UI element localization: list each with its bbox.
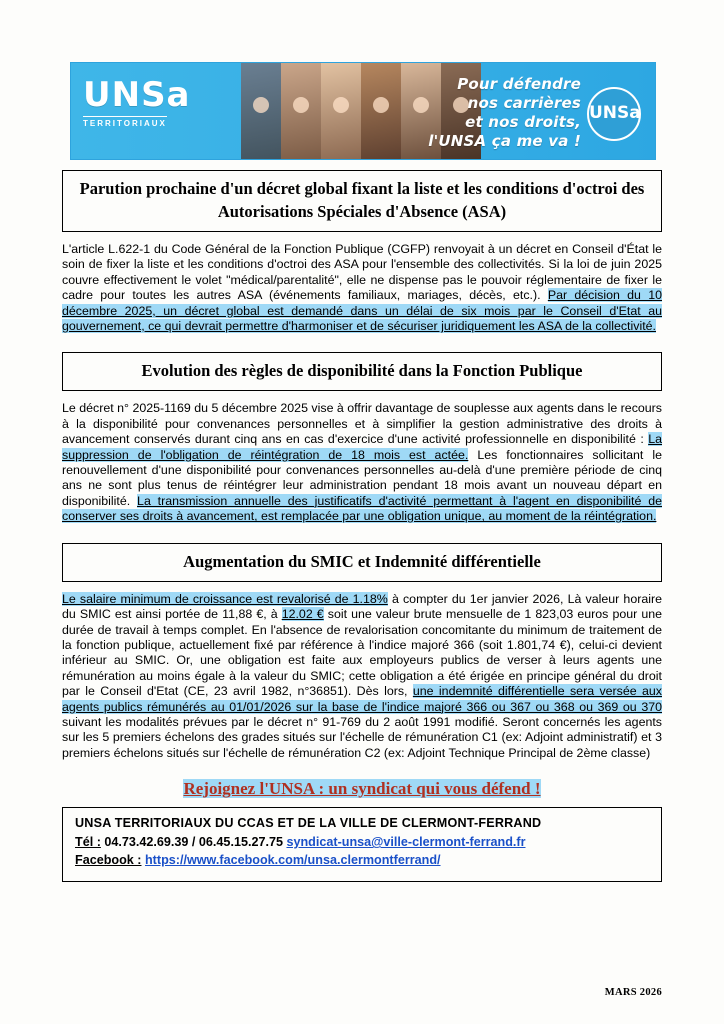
contact-box (62, 807, 662, 882)
highlighted-text: une indemnité différentielle sera versée aux agents publics rémunérés au 01/01/2026 sur la base de l'indice majoré 366 ou 367 ou 368 ou 369 ou 370 (62, 684, 662, 714)
highlighted-text: Le salaire minimum de croissance est revalorisé de 1.18% (62, 591, 388, 606)
section-title: Augmentation du SMIC et Indemnité différentielle (62, 543, 662, 582)
plain-text: soit une valeur brute mensuelle de 1 823,03 euros pour une durée de travail à temps complet. En l'absence de revalorisation concomitante du minimum de traitement de la fonction publique, actuellement fixé par référence à l'indice majoré 366 (soit 1.801,74 €), celui-ci devient inférieur au SMIC. Or, une obligation est faite aux employeurs publics de verser à leurs agents une rémunération au moins égale à la valeur du SMIC; cette obligation a été érigée en principe général du droit par le Conseil d'Etat (CE, 23 avril 1982, n°36851). Dès lors, (62, 607, 662, 699)
plain-text: Les fonctionnaires sollicitant le renouvellement d'une disponibilité pour convenances personnelles au-delà d'une première période de cinq ans ne sont plus tenus de réintégrer leur administration pendant 18 mois avant un nouveau départ en disponibilité. (62, 447, 663, 508)
banner-photo (281, 63, 321, 159)
contact-organisation: UNSA TERRITORIAUX DU CCAS ET DE LA VILLE DE CLERMONT-FERRAND (75, 816, 542, 831)
phone-label: Tél : (75, 835, 101, 850)
highlighted-text: La suppression de l'obligation de réintégration de 18 mois est actée. (62, 432, 662, 462)
slogan-line-1: Pour défendre (457, 75, 581, 93)
plain-text: à compter du 1er janvier 2026, Là valeur horaire du SMIC est ainsi portée de 11,88 €, à (62, 591, 662, 622)
highlighted-text: Par décision du 10 décembre 2025, un décret global est demandé dans un délai de six mois par le Conseil d'Etat au gouvernement, ce qui devrait permettre d'harmoniser et de sécuriser juridiquement les ASA de la collectivité. (62, 288, 662, 334)
contact-phone-line (75, 835, 651, 849)
contact-facebook-line (75, 853, 651, 867)
plain-text: suivant les modalités prévues par le décret n° 91-769 du 2 août 1991 modifié. Seront concernés les agents sur les 5 premiers échelons des grades situés sur l'échelle de rémunération C1 (ex: Adjoint administratif) et 3 premiers échelons situés sur l'échelle de rémunération C2 (ex: Adjoint Technique Principal de 2ème classe) (62, 714, 662, 760)
slogan-line-4: l'UNSA ça me va ! (428, 132, 581, 150)
person-icon (333, 97, 349, 113)
unsa-logo-text: UNSa (83, 75, 191, 115)
header-banner (70, 62, 656, 160)
section-paragraph (62, 242, 662, 334)
section-paragraph (62, 401, 662, 524)
slogan-line-2: nos carrières (467, 94, 581, 112)
banner-photo (321, 63, 361, 159)
section-disponibilite (62, 352, 662, 524)
email-link[interactable]: syndicat-unsa@ville-clermont-ferrand.fr (286, 835, 526, 850)
unsa-round-logo: UNSa (587, 87, 641, 141)
banner-photo (241, 63, 281, 159)
highlighted-text: La transmission annuelle des justificatifs d'activité permettant à l'agent en disponibilité de conserver ses droits à avancement, est remplacée par une obligation unique, au moment de la réintégration. (62, 493, 662, 524)
slogan-line-3: et nos droits, (465, 113, 581, 131)
section-title: Parution prochaine d'un décret global fixant la liste et les conditions d'octroi des Autorisations Spéciales d'Absence (ASA) (62, 170, 662, 232)
phone-value: 04.73.42.69.39 / 06.45.15.27.75 (104, 835, 283, 850)
unsa-logo (83, 77, 233, 145)
section-asa (62, 170, 662, 334)
footer-date: MARS 2026 (604, 987, 662, 998)
highlighted-text: 12.02 € (281, 607, 324, 622)
person-icon (293, 97, 309, 113)
join-text: Rejoignez l'UNSA : un syndicat qui vous défend ! (183, 779, 541, 799)
section-smic (62, 543, 662, 761)
person-icon (253, 97, 269, 113)
facebook-label: Facebook : (75, 853, 142, 868)
plain-text: Le décret n° 2025-1169 du 5 décembre 2025 vise à offrir davantage de souplesse aux agents dans le recours à la disponibilité pour convenances personnelles et à simplifier la gestion administrative des droits à avancement conservés durant cinq ans en cas d'exercice d'une activité professionnelle en disponibilité : (62, 401, 662, 447)
unsa-logo-subtitle: TERRITORIAUX (83, 116, 167, 128)
section-paragraph (62, 592, 662, 761)
document-content (62, 170, 662, 882)
facebook-link[interactable]: https://www.facebook.com/unsa.clermontferrand/ (144, 853, 441, 868)
plain-text: L'article L.622-1 du Code Général de la Fonction Publique (CGFP) renvoyait à un décret en Conseil d'État le soin de fixer la liste et les conditions d'octroi des ASA pour l'ensemble des collectivités. Si la loi de juin 2025 couvre effectivement le volet "médical/parentalité", elle ne dispense pas le pouvoir réglementaire de fixer le cadre pour toutes les autres ASA (événements familiaux, mariages, décès, etc.). (62, 242, 662, 303)
banner-slogan (371, 75, 581, 151)
join-call-to-action (62, 779, 662, 799)
section-title: Evolution des règles de disponibilité dans la Fonction Publique (62, 352, 662, 391)
